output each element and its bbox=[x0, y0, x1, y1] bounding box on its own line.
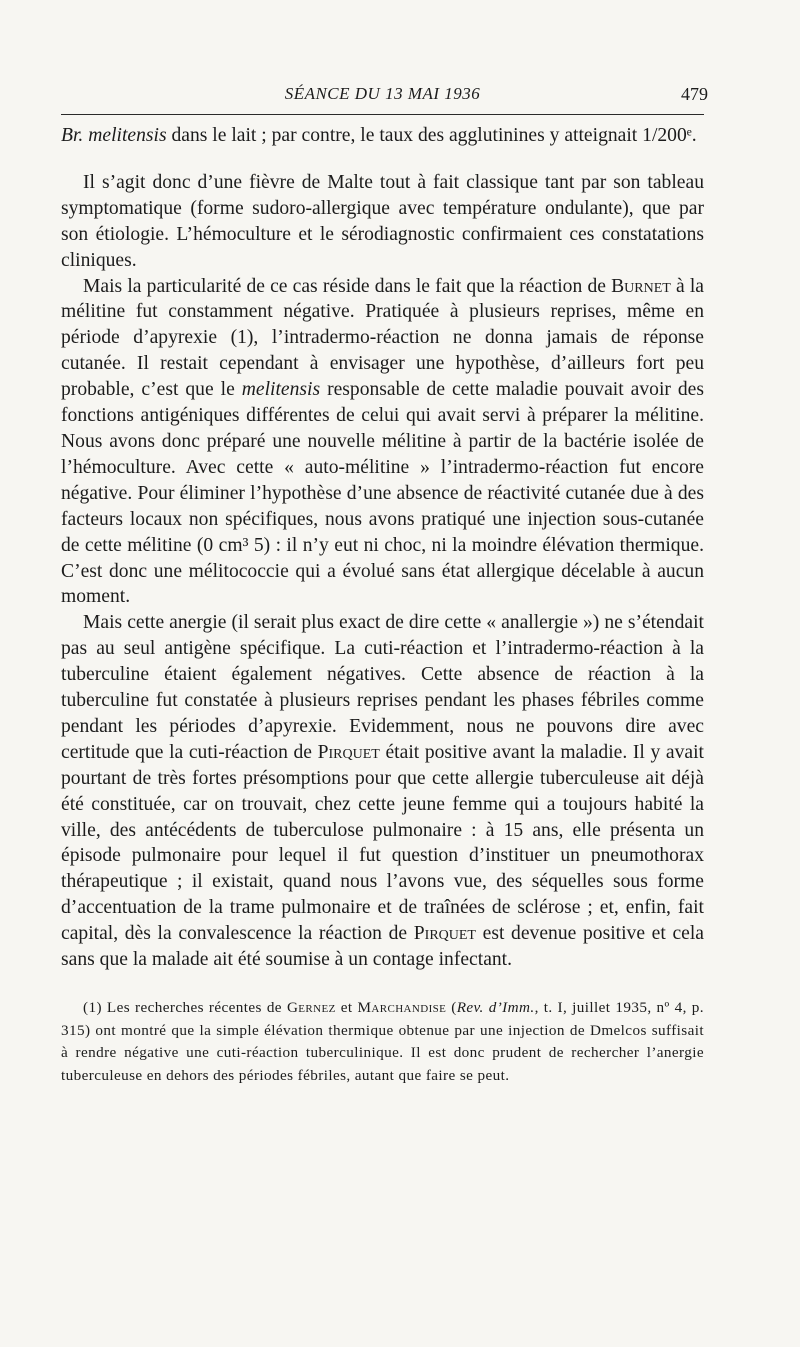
author-name: Burnet bbox=[611, 275, 671, 297]
journal-title: Rev. d’Imm. bbox=[456, 999, 535, 1016]
page-number: 479 bbox=[681, 84, 708, 104]
paragraph-diagnosis: Il s’agit donc d’une fièvre de Malte tout à fait classique tant par son tableau symptomatique (forme sudoro-allergique avec température ondulante), que par son étiologie. L’hémoculture et le sérodiagnostic confirmaient ces constatations cliniques. bbox=[61, 171, 704, 271]
paragraph-melitine: Mais la particularité de ce cas réside dans le fait que la réaction de Burnet à la mélitine fut constamment négative. Pratiquée à plusieurs reprises, même en période d’apyrexie (1), l’intradermo-réaction ne donna jamais de réponse cutanée. Il restait cependant à envisager une hypothèse, d’ailleurs fort peu probable, c’est que le melitensis responsable de cette maladie pouvait avoir des fonctions antigéniques différentes de celui qui avait servi à préparer la mélitine. Nous avons donc préparé une nouvelle mélitine à partir de la bactérie isolée de l’hémoculture. Avec cette « auto-mélitine » l’intradermo-réaction fut encore négative. Pour éliminer l’hypothèse d’une absence de réactivité cutanée due à des facteurs locaux non spécifiques, nous avons pratiqué une injection sous-cutanée de cette mélitine (0 cm³ 5) : il n’y eut ni choc, ni la moindre élévation thermique. C’est donc une mélitococcie qui a évolué sans état allergique décelable à aucun moment. bbox=[61, 275, 704, 608]
paragraph-continuation: Br. melitensis dans le lait ; par contre, le taux des agglutinines y atteignait 1/200ᵉ. bbox=[61, 125, 697, 146]
footnote: (1) Les recherches récentes de Gernez et Marchandise (Rev. d’Imm., t. I, juillet 1935, nº 4, p. 315) ont montré que la simple élévation thermique obtenue par une injection de Dmelcos suffisait à rendre négative une cuti-réaction tuberculinique. Il est donc prudent de rechercher l’anergie tuberculeuse en dehors des périodes fébriles, autant que faire se peut. bbox=[61, 999, 704, 1084]
author-name: Pirquet bbox=[317, 741, 380, 763]
running-title: SÉANCE DU 13 MAI 1936 bbox=[284, 84, 481, 103]
species-name: melitensis bbox=[241, 379, 321, 401]
book-page bbox=[61, 80, 708, 1087]
author-name: Gernez bbox=[286, 999, 336, 1016]
main-text bbox=[61, 123, 704, 973]
species-name: Br. melitensis bbox=[61, 125, 167, 146]
running-header bbox=[61, 80, 708, 106]
author-name: Pirquet bbox=[413, 923, 476, 945]
author-name: Marchandise bbox=[357, 999, 447, 1016]
paragraph-anergie: Mais cette anergie (il serait plus exact de dire cette « anallergie ») ne s’étendait pas au seul antigène spécifique. La cuti-réaction et l’intradermo-réaction à la tuberculine étaient également négatives. Cette absence de réaction à la tuberculine fut constatée à plusieurs reprises pendant les phases fébriles comme pendant les périodes d’apyrexie. Evidemment, nous ne pouvons dire avec certitude que la cuti-réaction de Pirquet était positive avant la maladie. Il y avait pourtant de très fortes présomptions pour que cette allergie tuberculeuse ait déjà été constituée, car on trouvait, chez cette jeune femme qui a toujours habité la ville, des antécédents de tuberculose pulmonaire : à 15 ans, elle présenta un épisode pulmonaire pour lequel il fut question d’instituer un pneumothorax thérapeutique ; il existait, quand nous l’avons vue, des séquelles sous forme d’accentuation de la trame pulmonaire et de traînées de sclérose ; et, enfin, fait capital, dès la convalescence la réaction de Pirquet est devenue positive et cela sans que la malade ait été soumise à un contage infectant. bbox=[61, 612, 704, 971]
header-rule bbox=[61, 114, 704, 115]
